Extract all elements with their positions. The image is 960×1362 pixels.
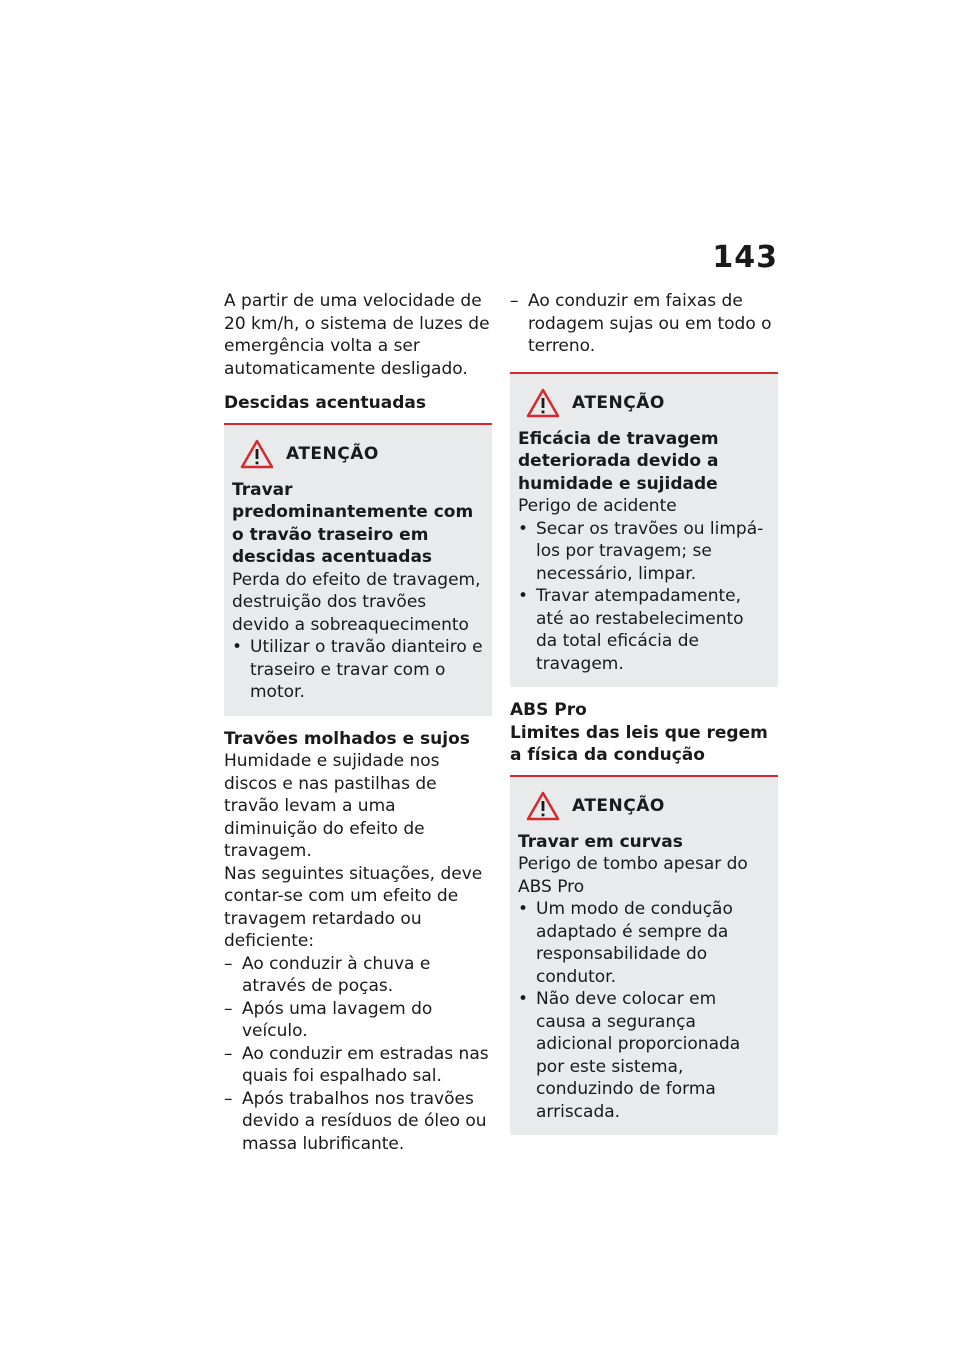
- warning-title: ATENÇÃO: [572, 392, 665, 413]
- travoes-paragraph-2: Nas seguintes situações, deve contar-se com um efeito de travagem retardado ou deficiente:: [224, 863, 483, 951]
- list-item: • Um modo de condução adaptado é sempre da responsabilidade do condutor.: [518, 899, 733, 987]
- warning-text: Perda do efeito de travagem, destruição dos travões devido a sobreaquecimento: [232, 569, 481, 635]
- warning-bullets: [518, 898, 770, 1123]
- intro-paragraph: A partir de uma velocidade de 20 km/h, o sistema de luzes de emergência volta a ser automaticamente desligado.: [224, 291, 490, 379]
- right-dash-list: [510, 290, 778, 358]
- warning-header: [518, 388, 770, 418]
- warning-box-descidas: [224, 423, 492, 716]
- section-title-travoes: Travões molhados e sujos: [224, 728, 470, 749]
- left-column: [224, 290, 492, 1155]
- list-item: • Utilizar o travão dianteiro e traseiro e travar com o motor.: [232, 637, 483, 702]
- section-title-descidas: Descidas acentuadas: [224, 393, 426, 413]
- list-item: – Ao conduzir em faixas de rodagem sujas ou em todo o terreno.: [510, 291, 772, 356]
- warning-text: Perigo de tombo apesar do ABS Pro: [518, 854, 748, 897]
- list-item: – Após uma lavagem do veículo.: [224, 998, 433, 1041]
- list-item: • Secar os travões ou limpá-los por travagem; se necessário, limpar.: [518, 518, 764, 584]
- list-item: – Ao conduzir em estradas nas quais foi espalhado sal.: [224, 1043, 489, 1086]
- warning-subtitle: Travar predominantemente com o travão traseiro em descidas acentuadas: [232, 479, 474, 567]
- warning-box-curvas: [510, 775, 778, 1136]
- right-column: [510, 290, 778, 1135]
- warning-triangle-icon: [526, 791, 560, 821]
- list-item: • Travar atempadamente, até ao restabelecimento da total eficácia de travagem.: [518, 586, 744, 674]
- warning-triangle-icon: [240, 439, 274, 469]
- warning-bullets: [518, 518, 770, 676]
- warning-triangle-icon: [526, 388, 560, 418]
- travoes-dash-list: [224, 953, 492, 1156]
- warning-subtitle: Travar em curvas: [518, 831, 683, 852]
- warning-title: ATENÇÃO: [572, 795, 665, 816]
- warning-header: [232, 439, 484, 469]
- section-subtitle-abs: Limites das leis que regem a física da condução: [510, 722, 768, 765]
- warning-bullets: [232, 636, 484, 704]
- warning-text: Perigo de acidente: [518, 496, 677, 516]
- list-item: • Não deve colocar em causa a segurança adicional proporcionada por este sistema, conduzindo de forma arriscada.: [518, 989, 741, 1122]
- page-number: 143: [712, 240, 778, 275]
- list-item: – Após trabalhos nos travões devido a resíduos de óleo ou massa lubrificante.: [224, 1088, 487, 1154]
- travoes-paragraph-1: Humidade e sujidade nos discos e nas pastilhas de travão levam a uma diminuição do efeito de travagem.: [224, 751, 440, 861]
- list-item: – Ao conduzir à chuva e através de poças.: [224, 953, 431, 996]
- section-title-abs: ABS Pro: [510, 700, 587, 720]
- warning-box-eficacia: [510, 372, 778, 688]
- warning-header: [518, 791, 770, 821]
- warning-subtitle: Eficácia de travagem deteriorada devido a humidade e sujidade: [518, 428, 719, 494]
- warning-title: ATENÇÃO: [286, 443, 379, 464]
